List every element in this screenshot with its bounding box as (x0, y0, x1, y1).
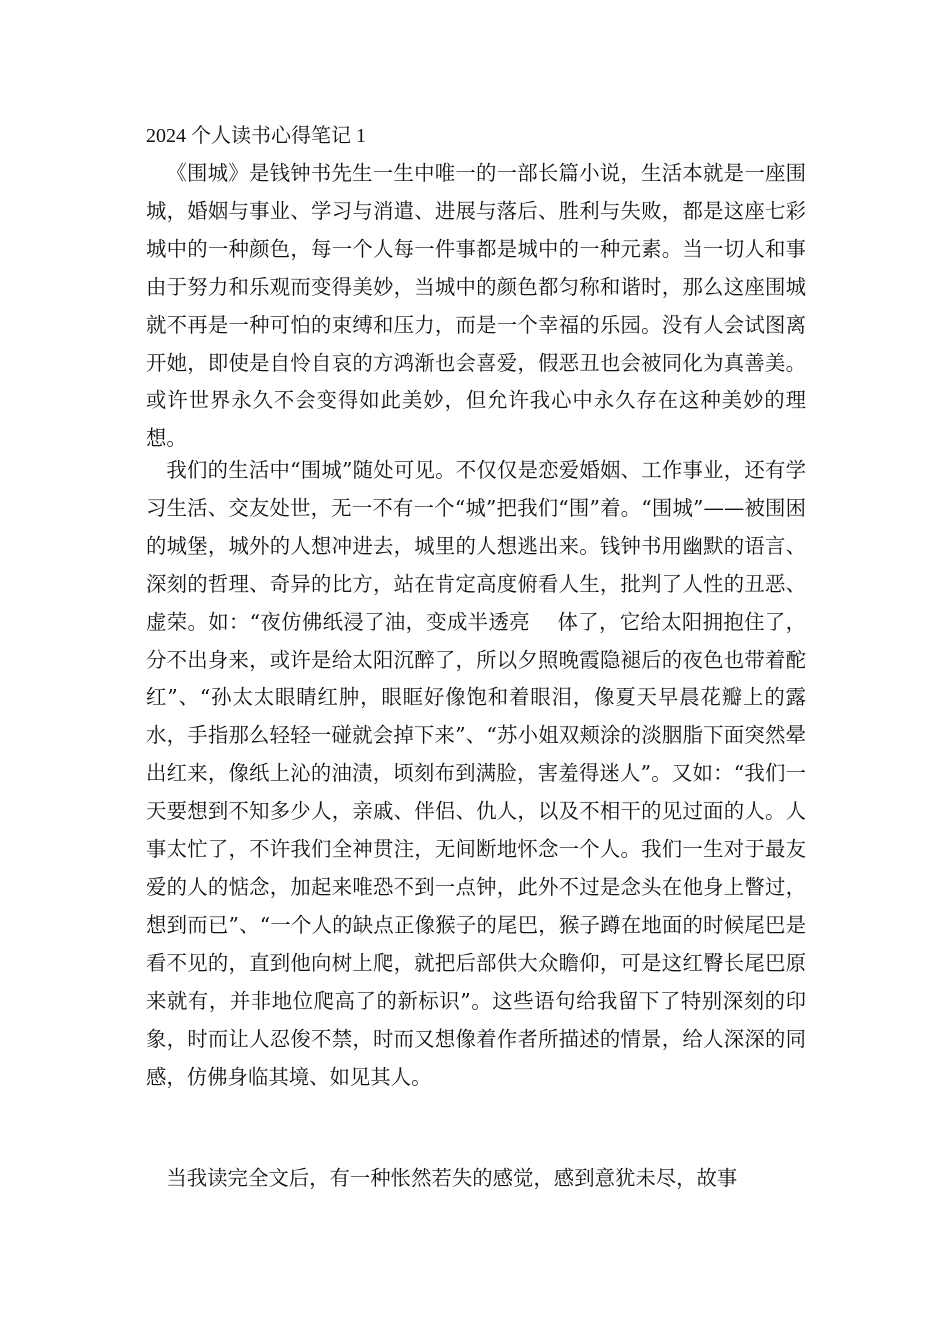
paragraph-3: 当我读完全文后，有一种怅然若失的感觉，感到意犹未尽，故事 (166, 1166, 738, 1190)
paragraph-1: 《围城》是钱钟书先生一生中唯一的一部长篇小说，生活本就是一座围城，婚姻与事业、学习与消遣、进展与落后、胜利与失败，都是这座七彩城中的一种颜色，每一个人每一件事都是城中的一种元素。当一切人和事由于努力和乐观而变得美妙，当城中的颜色都匀称和谐时，那么这座围城就不再是一种可怕的束缚和压力，而是一个幸福的乐园。没有人会试图离开她，即使是自怜自哀的方鸿渐也会喜爱，假恶丑也会被同化为真善美。或许世界永久不会变得如此美妙，但允许我心中永久存在这种美妙的理想。 (146, 161, 806, 451)
document-title: 2024 个人读书心得笔记 1 (146, 125, 366, 147)
paragraph-2: 我们的生活中“围城”随处可见。不仅仅是恋爱婚姻、工作事业，还有学习生活、交友处世，无一不有一个“城”把我们“围”着。“围城”——被围困的城堡，城外的人想冲进去，城里的人想逃出来。钱钟书用幽默的语言、深刻的哲理、奇异的比方，站在肯定高度俯看人生，批判了人性的丑恶、虚荣。如：“夜仿佛纸浸了油，变成半透亮 体了，它给太阳拥抱住了，分不出身来，或许是给太阳沉醉了，所以夕照晚霞隐褪后的夜色也带着酡红”、“孙太太眼睛红肿，眼眶好像饱和着眼泪，像夏天早晨花瓣上的露水，手指那么轻轻一碰就会掉下来”、“苏小姐双颊涂的淡胭脂下面突然晕出红来，像纸上沁的油渍，顷刻布到满脸，害羞得迷人”。又如：“我们一天要想到不知多少人，亲戚、伴侣、仇人，以及不相干的见过面的人。人事太忙了，不许我们全神贯注，无间断地怀念一个人。我们一生对于最友爱的人的惦念，加起来唯恐不到一点钟，此外不过是念头在他身上瞥过，想到而已”、“一个人的缺点正像猴子的尾巴，猴子蹲在地面的时候尾巴是看不见的，直到他向树上爬，就把后部供大众瞻仰，可是这红臀长尾巴原来就有，并非地位爬高了的新标识”。这些语句给我留下了特别深刻的印象，时而让人忍俊不禁，时而又想像着作者所描述的情景，给人深深的同感，仿佛身临其境、如见其人。 (146, 458, 806, 1089)
